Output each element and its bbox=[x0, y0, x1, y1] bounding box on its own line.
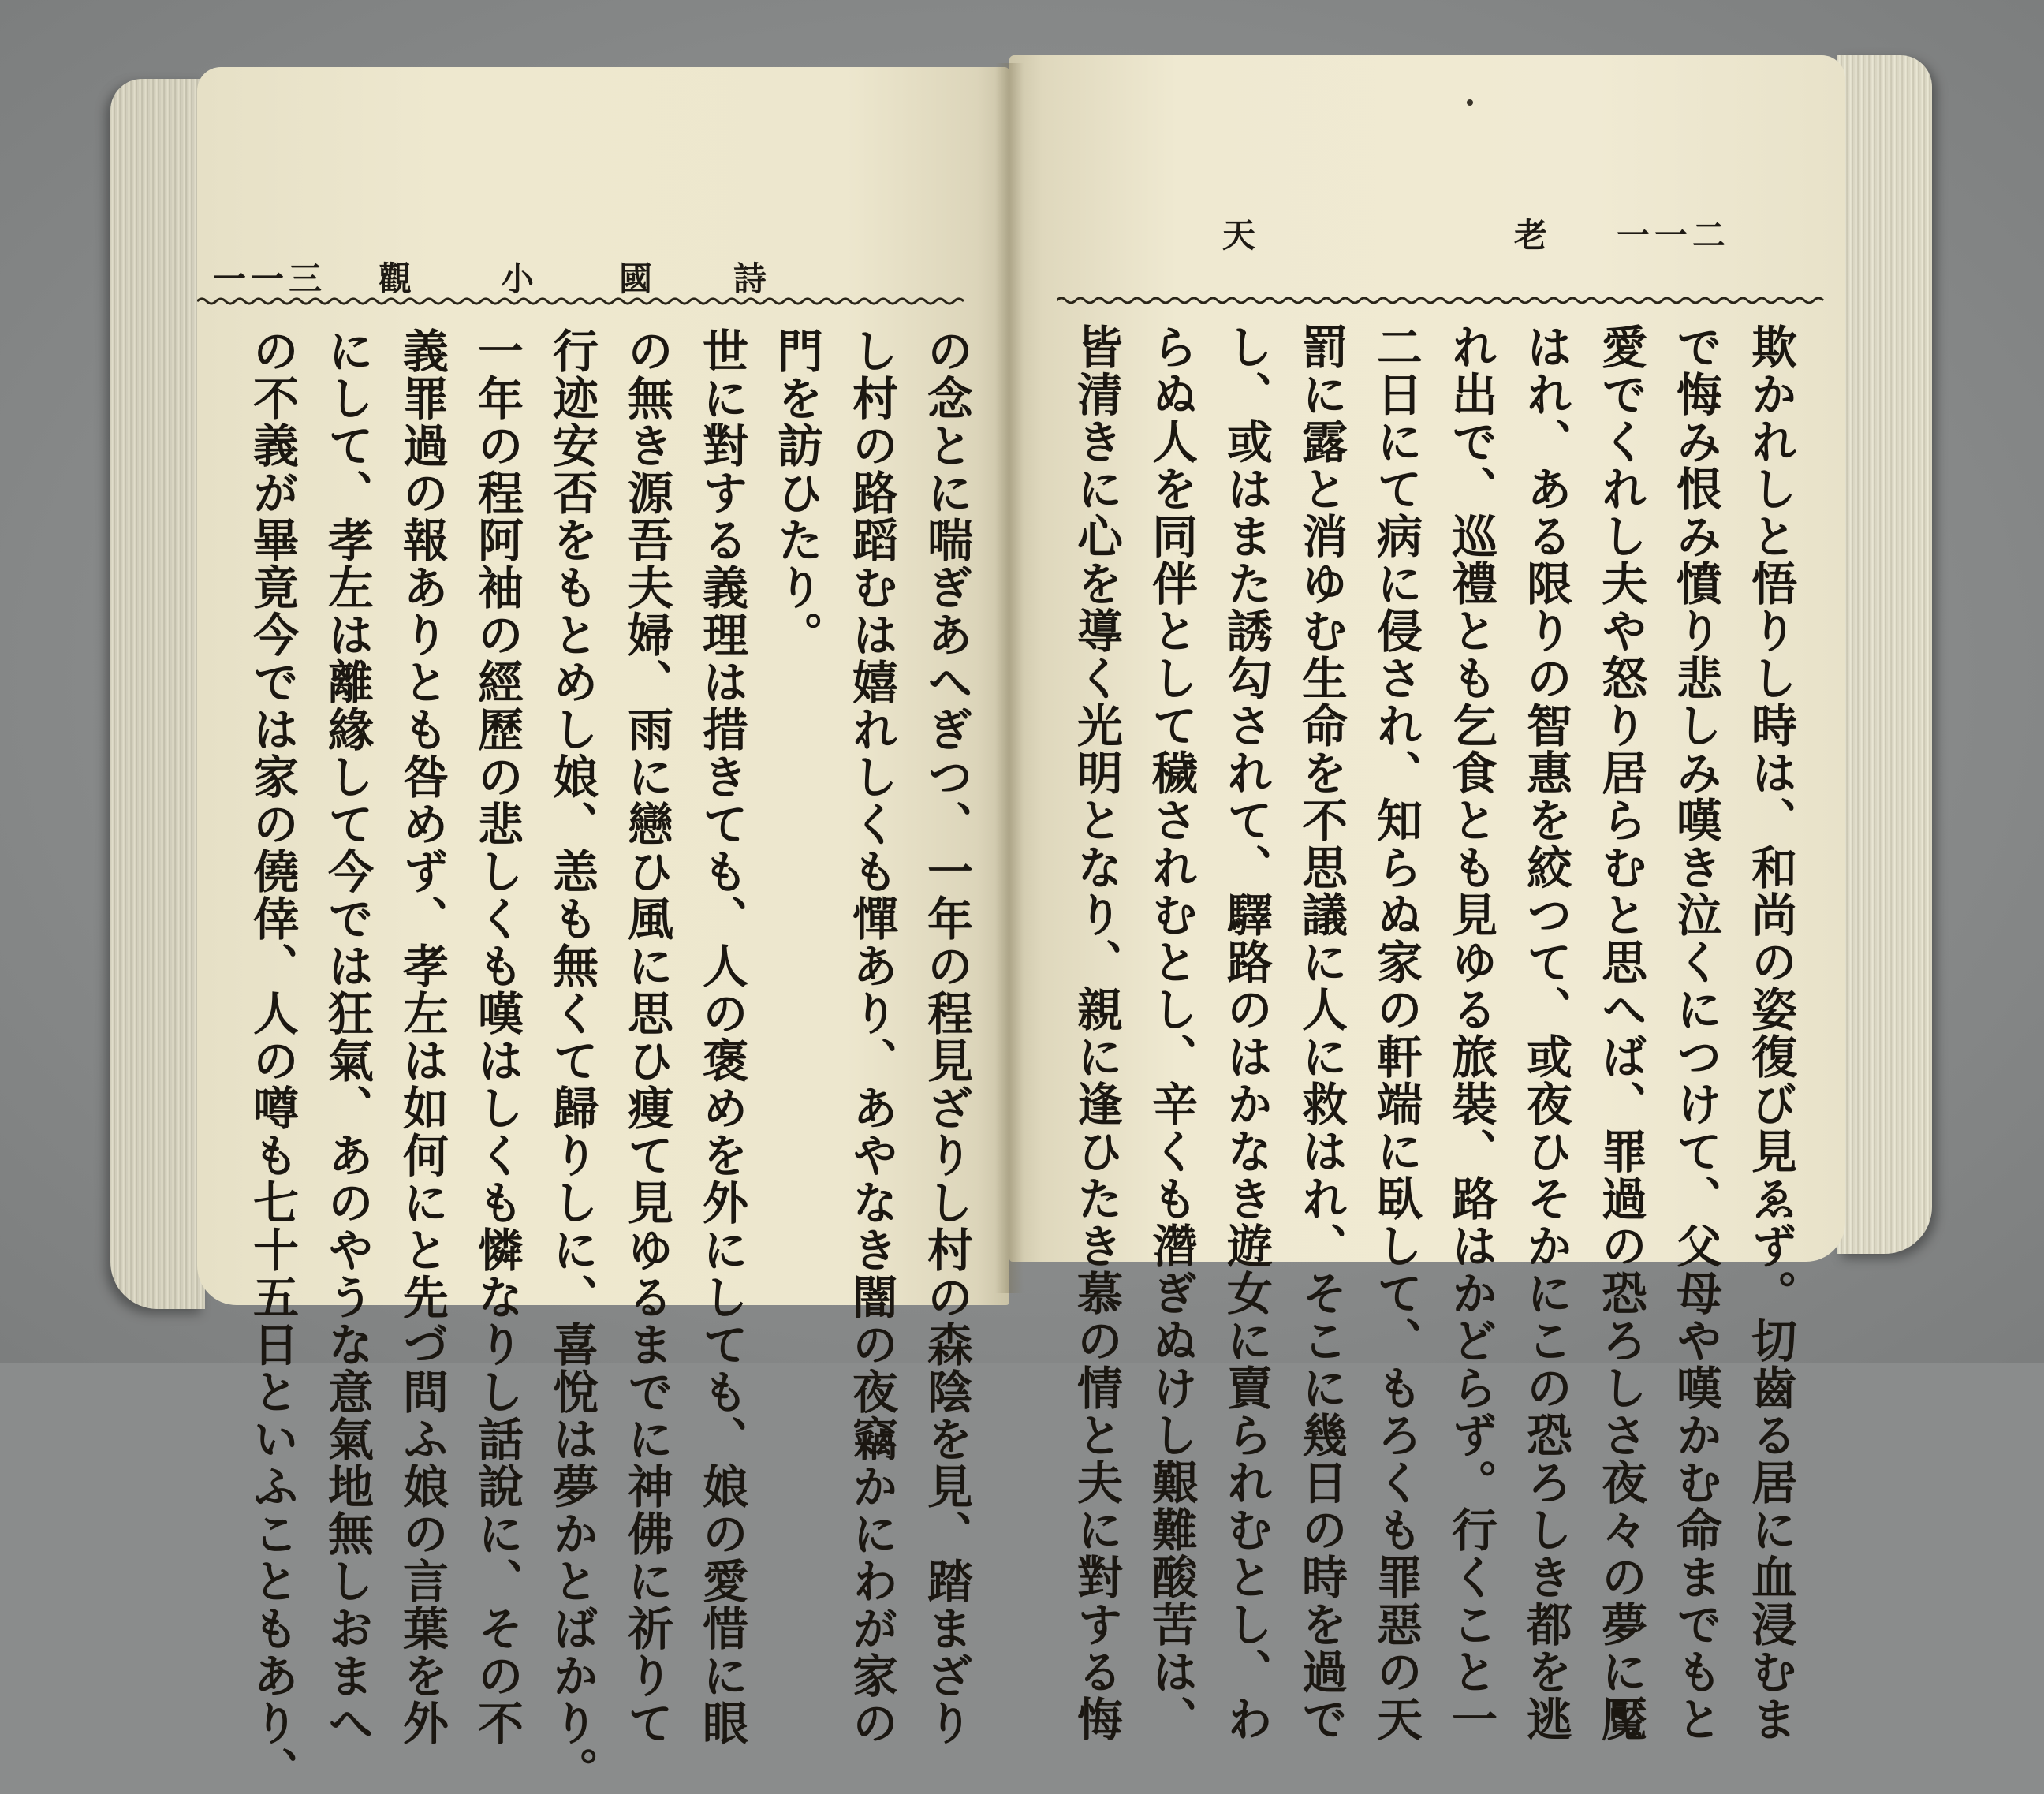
left-page bbox=[197, 67, 1009, 1794]
right-title-char-1: 老 bbox=[1514, 216, 1548, 255]
right-text-column-7: 罰に露と消ゆむ生命を不思議に人に救はれ、そこに幾日の時を過で bbox=[1294, 323, 1348, 1743]
right-text-column-10: 皆清きに心を導く光明となり、親に逢ひたき慕の情と夫に對する悔 bbox=[1069, 323, 1123, 1743]
left-text-column-3: 門を訪ひたり。 bbox=[770, 327, 823, 658]
right-page-number: 一一二 bbox=[1617, 216, 1731, 255]
left-title-char-3: 小 bbox=[501, 259, 535, 298]
right-page bbox=[1009, 55, 1845, 1743]
book-page-edges-right bbox=[1837, 55, 1932, 1254]
book-gutter bbox=[995, 63, 1024, 1293]
right-text-column-4: はれ、ある限りの智惠を絞つて、或夜ひそかにこの恐ろしき都を逃 bbox=[1519, 323, 1572, 1743]
right-text-column-5: れ出で、巡禮とも乞食とも見ゆる旅裝、路はかどらず。行くこと一 bbox=[1444, 323, 1498, 1743]
book-page-edges-left bbox=[110, 79, 205, 1309]
left-text-column-10: の不義が畢竟今では家の僥倖、人の噂も七十五日といふこともあり、 bbox=[245, 327, 299, 1794]
left-title-char-4: 觀 bbox=[379, 259, 412, 298]
left-text-column-2: し村の路蹈むは嬉れしくも憚あり、あやなき闇の夜竊かにわが家の bbox=[845, 327, 898, 1747]
left-text-column-9: にして、孝左は離緣して今では狂氣、あのやうな意氣地無しおまへ bbox=[320, 327, 374, 1747]
left-title-char-1: 詩 bbox=[733, 259, 767, 298]
right-text-column-6: 二日にて病に侵され、知らぬ家の軒端に臥して、もろくも罪惡の天 bbox=[1369, 323, 1423, 1743]
right-text-column-1: 欺かれしと悟りし時は、和尚の姿復び見ゑず。切齒る居に血浸むま bbox=[1744, 323, 1797, 1743]
left-text-column-4: 世に對する義理は措きても、人の褒めを外にしても、娘の愛惜に眼 bbox=[695, 327, 748, 1747]
left-wavy-rule bbox=[197, 296, 970, 307]
left-page-number: 一一三 bbox=[213, 259, 327, 298]
left-text-column-5: の無き源吾夫婦、雨に戀ひ風に思ひ痩て見ゆるまでに神佛に祈りて bbox=[620, 327, 673, 1747]
right-text-column-9: らぬ人を同伴として穢されむとし、辛くも濳ぎぬけし艱難酸苦は、 bbox=[1144, 323, 1198, 1743]
print-dot-mark bbox=[1467, 99, 1473, 106]
right-text-column-8: し、或はまた誘勾されて、驛路のはかなき遊女に賣られむとし、わ bbox=[1219, 323, 1273, 1743]
right-running-head bbox=[1009, 210, 1845, 257]
left-text-column-6: 行迹安否をもとめし娘、恙も無くて歸りしに、喜悅は夢かとばかり。 bbox=[545, 327, 599, 1794]
left-text-column-1: の念とに喘ぎあへぎつ、一年の程見ざりし村の森陰を見、踏まざり bbox=[919, 327, 973, 1747]
right-title-char-2: 天 bbox=[1222, 216, 1256, 255]
right-wavy-rule bbox=[1057, 295, 1830, 306]
left-text-column-7: 一年の程阿袖の經歷の悲しくも嘆はしくも憐なりし話說に、その不 bbox=[470, 327, 524, 1747]
right-text-column-2: で悔み恨み憤り悲しみ嘆き泣くにつけて、父母や嘆かむ命までもと bbox=[1669, 323, 1722, 1743]
left-running-head bbox=[197, 253, 1009, 300]
left-title-char-2: 國 bbox=[619, 259, 653, 298]
left-text-column-8: 義罪過の報ありとも咎めず、孝左は如何にと先づ問ふ娘の言葉を外 bbox=[395, 327, 449, 1747]
right-text-column-3: 愛でくれし夫や怒り居らむと思へば、罪過の恐ろしさ夜々の夢に魘 bbox=[1594, 323, 1647, 1743]
